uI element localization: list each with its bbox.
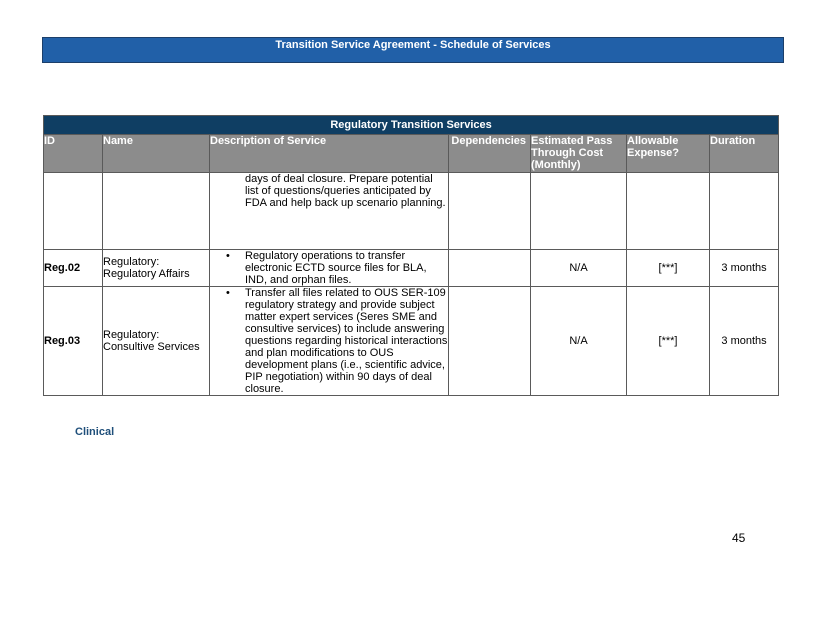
row-duration: 3 months [710,250,779,287]
row-name: Regulatory: Consultive Services [103,287,210,396]
row-description [210,173,449,250]
document-banner [42,37,784,63]
banner-title: Transition Service Agreement - Schedule of Services [275,39,551,51]
row-id: Reg.03 [44,287,103,396]
table-row [44,287,779,396]
row-name: Regulatory: Regulatory Affairs [103,250,210,287]
bullet-text: Regulatory operations to transfer electronic ECTD source files for BLA, IND, and orphan files. [245,250,427,286]
regulatory-services-table [43,115,779,396]
page-number: 45 [732,531,746,545]
description-continuation: days of deal closure. Prepare potential list of questions/queries anticipated by FDA and help back up scenario planning. [245,173,446,209]
bullet-text: Transfer all files related to OUS SER-109 regulatory strategy and provide subject matter expert services (Seres SME and consultive services) to include answering questions regarding historical interactions and plan modifications to OUS development plans (i.e., scientific advice, PIP negotiation) within 90 days of deal closure. [245,287,448,395]
column-header-cost: Estimated Pass Through Cost (Monthly) [531,135,627,173]
row-expense: [***] [627,250,710,287]
row-duration [710,173,779,250]
table-row [44,250,779,287]
row-dependencies [449,250,531,287]
row-cost: N/A [531,250,627,287]
row-dependencies [449,173,531,250]
column-header-dependencies: Dependencies [449,135,531,173]
row-cost [531,173,627,250]
column-header-id: ID [44,135,103,173]
row-id [44,173,103,250]
row-duration: 3 months [710,287,779,396]
row-dependencies [449,287,531,396]
row-id: Reg.02 [44,250,103,287]
row-description [210,250,449,287]
column-header-duration: Duration [710,135,779,173]
column-header-expense: Allowable Expense? [627,135,710,173]
bullet-icon: • [226,287,230,299]
description-bullet [226,250,448,286]
column-header-description: Description of Service [210,135,449,173]
bullet-icon: • [226,250,230,262]
column-header-name: Name [103,135,210,173]
row-expense: [***] [627,287,710,396]
row-expense [627,173,710,250]
table-caption: Regulatory Transition Services [44,116,779,135]
table-row [44,173,779,250]
description-bullet [226,287,448,395]
row-cost: N/A [531,287,627,396]
section-heading-clinical: Clinical [75,426,115,438]
row-description [210,287,449,396]
row-name [103,173,210,250]
